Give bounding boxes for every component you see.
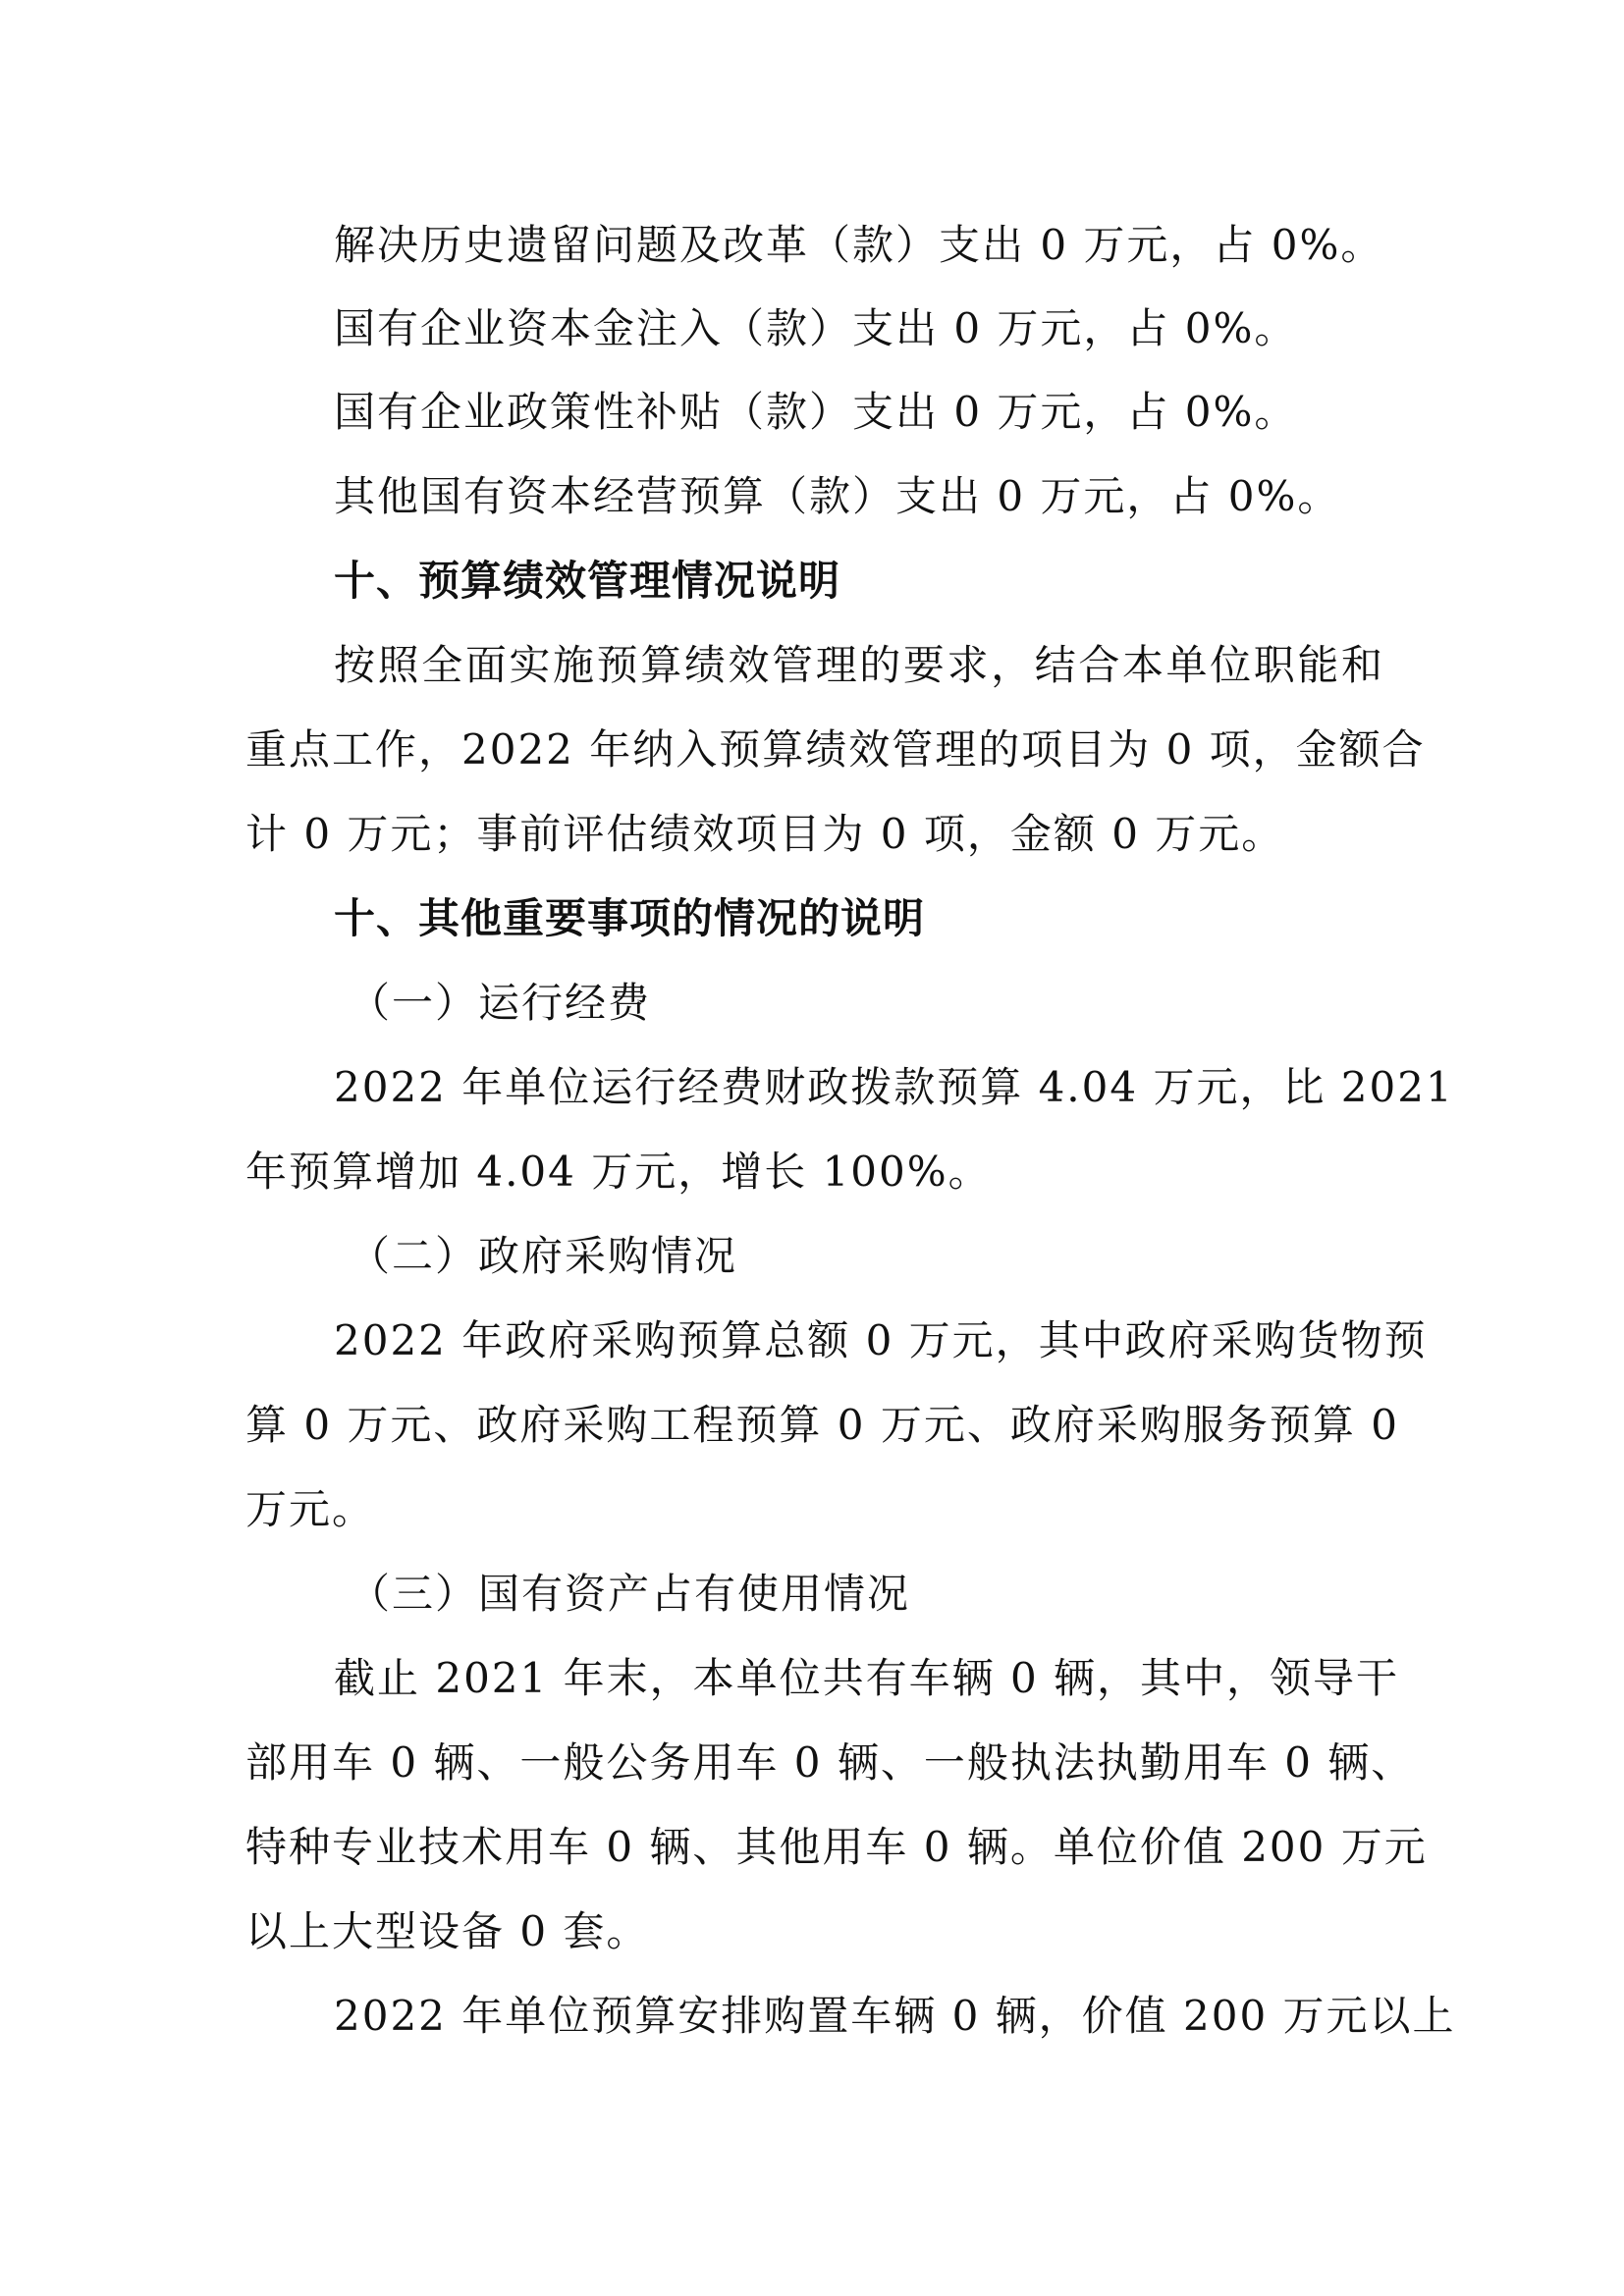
- paragraph-line: 年预算增加 4.04 万元，增长 100%。: [245, 1148, 992, 1196]
- paragraph-line: 按照全面实施预算绩效管理的要求，结合本单位职能和: [334, 641, 1384, 689]
- paragraph-line: 算 0 万元、政府采购工程预算 0 万元、政府采购服务预算 0: [245, 1401, 1399, 1449]
- paragraph-line: 2022 年单位运行经费财政拨款预算 4.04 万元，比 2021: [334, 1063, 1454, 1111]
- paragraph-line: 2022 年政府采购预算总额 0 万元，其中政府采购货物预: [334, 1316, 1428, 1364]
- subsection-heading: （三）国有资产占有使用情况: [349, 1570, 911, 1618]
- paragraph-line: 以上大型设备 0 套。: [245, 1907, 650, 1955]
- paragraph-line: 截止 2021 年末，本单位共有车辆 0 辆，其中，领导干: [334, 1654, 1400, 1702]
- paragraph-line: 解决历史遗留问题及改革（款）支出 0 万元，占 0%。: [334, 221, 1384, 269]
- paragraph-line: 国有企业政策性补贴（款）支出 0 万元，占 0%。: [334, 388, 1298, 436]
- subsection-heading: （一）运行经费: [349, 979, 652, 1027]
- section-heading: 十、预算绩效管理情况说明: [334, 557, 841, 605]
- section-heading: 十、其他重要事项的情况的说明: [334, 894, 926, 942]
- paragraph-line: 其他国有资本经营预算（款）支出 0 万元，占 0%。: [334, 472, 1341, 520]
- paragraph-line: 特种专业技术用车 0 辆、其他用车 0 辆。单位价值 200 万元: [245, 1823, 1428, 1871]
- paragraph-line: 万元。: [245, 1485, 376, 1533]
- paragraph-line: 计 0 万元；事前评估绩效项目为 0 项，金额 0 万元。: [245, 810, 1285, 858]
- paragraph-line: 国有企业资本金注入（款）支出 0 万元，占 0%。: [334, 304, 1298, 352]
- paragraph-line: 2022 年单位预算安排购置车辆 0 辆，价值 200 万元以上: [334, 1992, 1456, 2040]
- paragraph-line: 重点工作，2022 年纳入预算绩效管理的项目为 0 项，金额合: [245, 725, 1426, 774]
- subsection-heading: （二）政府采购情况: [349, 1232, 738, 1280]
- paragraph-line: 部用车 0 辆、一般公务用车 0 辆、一般执法执勤用车 0 辆、: [245, 1738, 1415, 1787]
